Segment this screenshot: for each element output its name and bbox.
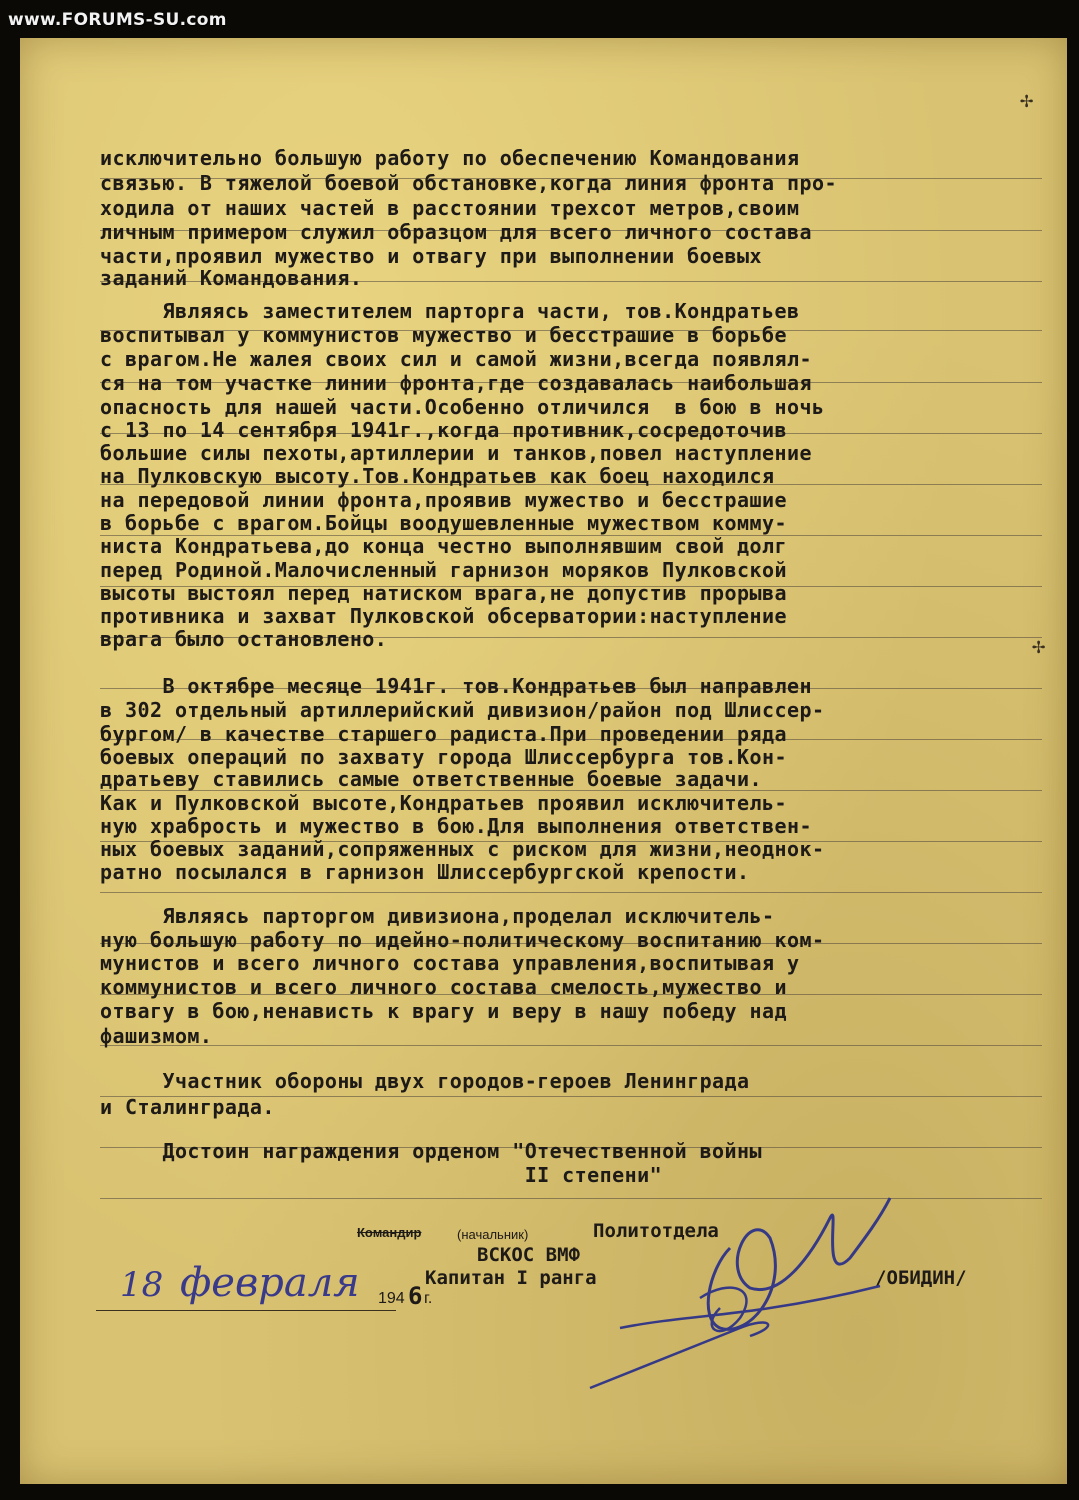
text-line: мунистов и всего личного состава управления,воспитывая у [100,951,800,975]
text-line: врага было остановлено. [100,627,388,651]
text-line: исключительно большую работу по обеспечению Командования [100,146,800,170]
text-line: с 13 по 14 сентября 1941г.,когда противник,сосредоточив [100,418,788,442]
text-line: высоты выстоял перед натиском врага,не допустив прорыва [100,581,788,605]
role-crossed: Командир [357,1225,422,1240]
ruled-line [100,1045,1042,1046]
text-line: ся на том участке линии фронта,где создавалась наибольшая [100,371,812,395]
text-line: Являясь парторгом дивизиона,проделал исключитель- [100,904,775,928]
rank: Капитан I ранга [425,1267,597,1289]
role-printed: (начальник) [457,1227,529,1242]
text-line: Как и Пулковской высоте,Кондратьев проявил исключитель- [100,791,788,815]
text-line: Достоин награждения орденом "Отечественной войны [100,1139,763,1163]
text-line: перед Родиной.Малочисленный гарнизон моряков Пулковской [100,558,788,582]
text-line: с врагом.Не жалея своих сил и самой жизни,всегда появлял- [100,347,812,371]
text-line: личным примером служил образцом для всего личного состава [100,220,812,244]
date-year-prefix: 194 [378,1290,405,1307]
date-day: 18 [120,1265,164,1305]
date-year-suffix: г. [424,1290,433,1307]
date-underline [96,1310,396,1311]
text-line: бургом/ в качестве старшего радиста.При проведении ряда [100,722,788,746]
text-line: на передовой линии фронта,проявив мужество и бесстрашие [100,488,788,512]
text-line: II степени" [100,1163,663,1187]
text-line: в борьбе с врагом.Бойцы воодушевленные мужеством комму- [100,511,788,535]
text-line: Являясь заместителем парторга части, тов.Кондратьев [100,299,800,323]
text-line: ходила от наших частей в расстоянии трехсот метров,своим [100,196,800,220]
text-line: боевых операций по захвату города Шлиссербурга тов.Кон- [100,745,788,769]
text-line: заданий Командования. [100,266,363,290]
text-line: ратно посылался в гарнизон Шлиссербургской крепости. [100,860,750,884]
text-line: ную храбрость и мужество в бою.Для выполнения ответствен- [100,814,812,838]
text-line: ных боевых заданий,сопряженных с риском для жизни,неоднок- [100,837,825,861]
text-line: большие силы пехоты,артиллерии и танков,повел наступление [100,441,812,465]
handwritten-signature [580,1178,910,1408]
name: /ОБИДИН/ [875,1267,967,1289]
text-line: коммунистов и всего личного состава смелость,мужество и [100,975,788,999]
text-line: отвагу в бою,ненависть к врагу и веру в нашу победу над [100,999,788,1023]
text-line: и Сталинграда. [100,1095,275,1119]
text-line: ную большую работу по идейно-политическому воспитанию ком- [100,928,825,952]
text-line: ниста Кондратьева,до конца честно выполнявшим свой долг [100,534,788,558]
text-line: части,проявил мужество и отвагу при выполнении боевых [100,244,763,268]
document-sheet [20,38,1067,1484]
watermark: www.FORUMS-SU.com [8,10,227,30]
text-line: противника и захват Пулковской обсерватории:наступление [100,604,788,628]
text-line: фашизмом. [100,1024,213,1048]
date-month: февраля [180,1260,360,1306]
department: Политотдела [593,1220,719,1242]
text-line: в 302 отдельный артиллерийский дивизион/район под Шлиссер- [100,698,825,722]
ruled-line [100,892,1042,893]
corner-mark-middle-right: ✢ [1032,634,1046,659]
text-line: связью. В тяжелой боевой обстановке,когда линия фронта про- [100,171,837,195]
text-line: В октябре месяце 1941г. тов.Кондратьев был направлен [100,674,812,698]
date-year-digit: 6 [408,1282,423,1310]
text-line: опасность для нашей части.Особенно отличился в бою в ночь [100,395,825,419]
text-line: на Пулковскую высоту.Тов.Кондратьев как боец находился [100,464,775,488]
corner-mark-top-right: ✢ [1020,88,1034,113]
text-line: воспитывал у коммунистов мужество и бесстрашие в борьбе [100,323,788,347]
text-line: дратьеву ставились самые ответственные боевые задачи. [100,767,763,791]
unit: ВСКОС ВМФ [477,1244,580,1266]
text-line: Участник обороны двух городов-героев Ленинграда [100,1069,750,1093]
